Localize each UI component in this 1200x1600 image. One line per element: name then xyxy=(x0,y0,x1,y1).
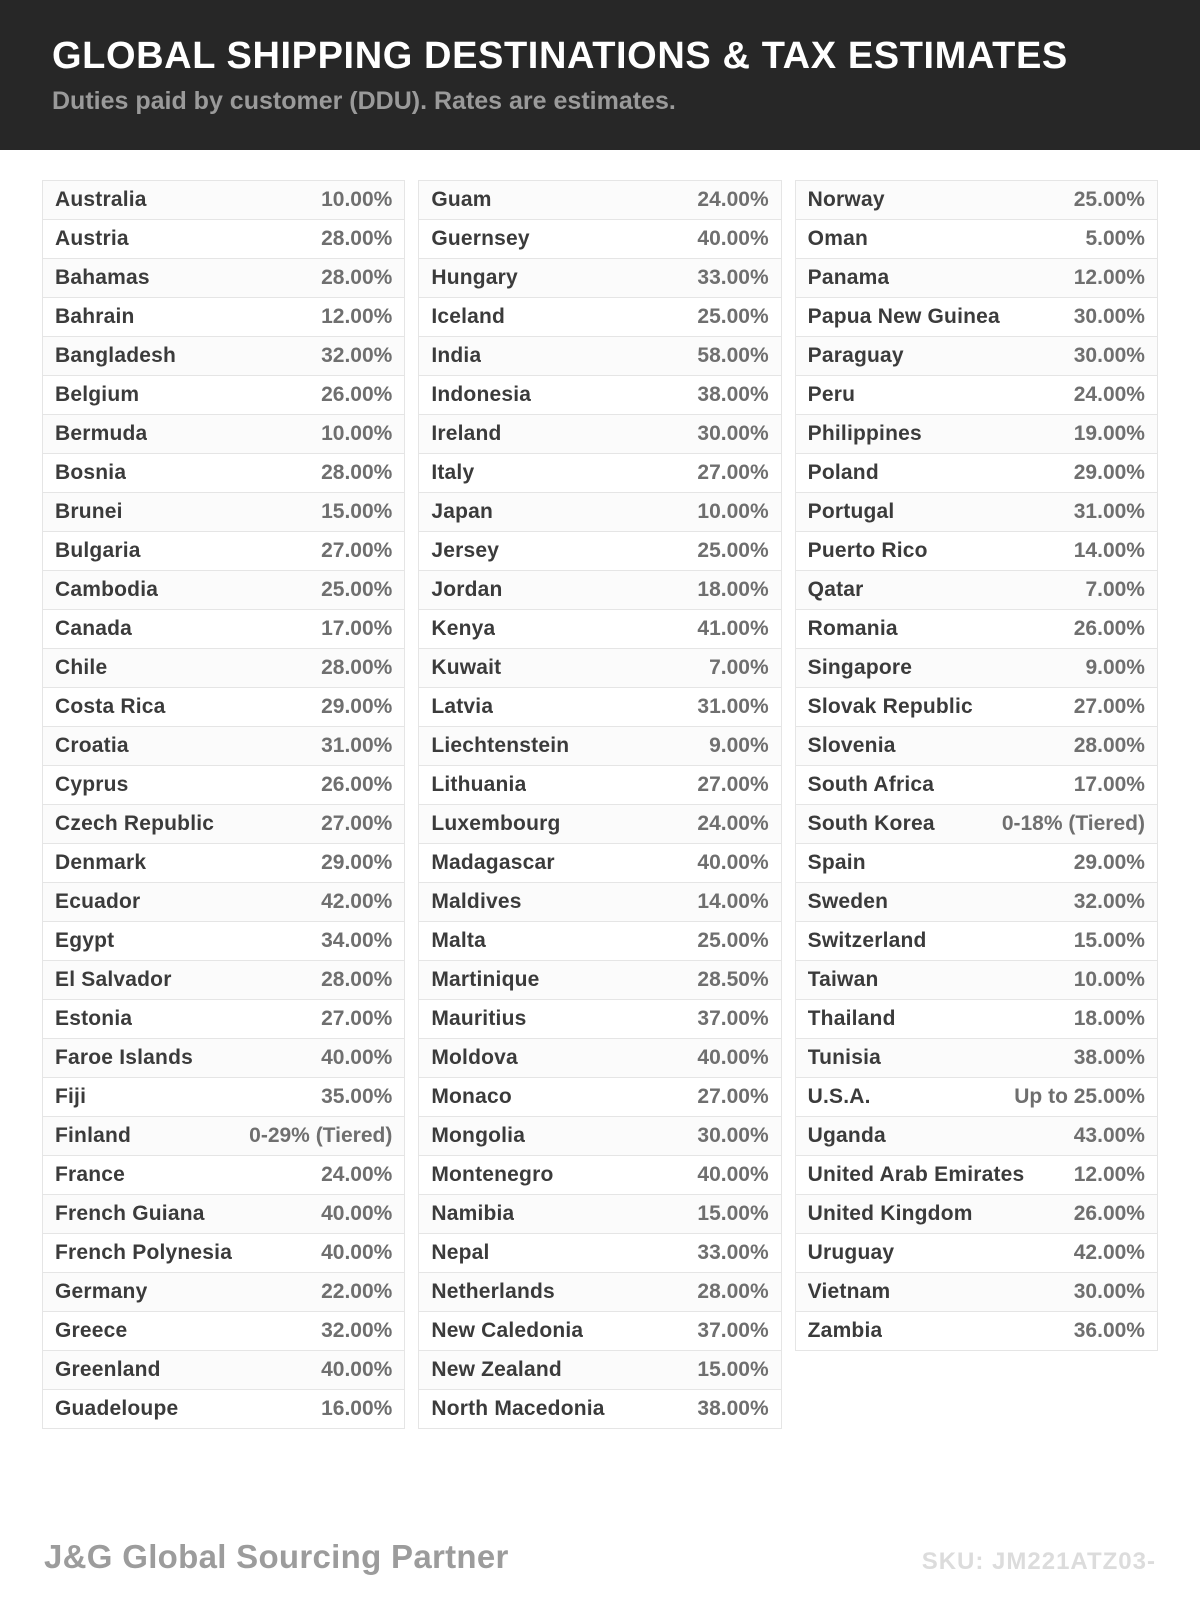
page-footer xyxy=(44,1538,1156,1576)
rate-row xyxy=(795,843,1158,883)
country-name: Lithuania xyxy=(431,773,527,796)
rate-row xyxy=(418,921,781,961)
country-name: Vietnam xyxy=(807,1280,891,1303)
rate-row xyxy=(42,765,405,805)
country-name: Mongolia xyxy=(431,1124,526,1147)
page-header xyxy=(0,0,1200,150)
sku-label: SKU: JM221ATZ03- xyxy=(921,1548,1156,1575)
rate-row xyxy=(795,531,1158,571)
rate-row xyxy=(795,453,1158,493)
country-name: Singapore xyxy=(807,656,913,679)
rate-value: 12.00% xyxy=(321,305,393,328)
rate-row xyxy=(418,1194,781,1234)
country-name: Japan xyxy=(431,500,494,523)
rate-row xyxy=(795,765,1158,805)
rate-value: 32.00% xyxy=(321,344,393,367)
rate-row xyxy=(795,180,1158,220)
rate-value: 58.00% xyxy=(697,344,769,367)
rate-row xyxy=(418,804,781,844)
country-name: Bahrain xyxy=(55,305,135,328)
rate-value: 29.00% xyxy=(1073,461,1145,484)
country-name: Thailand xyxy=(807,1007,896,1030)
rate-row xyxy=(795,492,1158,532)
rate-value: 31.00% xyxy=(697,695,769,718)
rate-value: 28.00% xyxy=(1073,734,1145,757)
rate-value: 37.00% xyxy=(697,1319,769,1342)
rate-row xyxy=(42,1116,405,1156)
rate-row xyxy=(418,1155,781,1195)
rate-value: 25.00% xyxy=(321,578,393,601)
rate-value: 19.00% xyxy=(1073,422,1145,445)
country-name: Hungary xyxy=(431,266,518,289)
rate-value: 32.00% xyxy=(1073,890,1145,913)
rate-row xyxy=(418,882,781,922)
rate-row xyxy=(42,609,405,649)
rate-value: 12.00% xyxy=(1073,266,1145,289)
rate-row xyxy=(418,219,781,259)
country-name: Jordan xyxy=(431,578,503,601)
rate-row xyxy=(42,297,405,337)
rate-row xyxy=(418,843,781,883)
rate-row xyxy=(795,1311,1158,1351)
rate-row xyxy=(42,1233,405,1273)
country-name: Egypt xyxy=(55,929,115,952)
rate-row xyxy=(418,1350,781,1390)
country-name: India xyxy=(431,344,482,367)
rate-value: 10.00% xyxy=(321,422,393,445)
rate-value: 24.00% xyxy=(697,812,769,835)
country-name: Madagascar xyxy=(431,851,555,874)
country-name: Spain xyxy=(807,851,866,874)
country-name: Jersey xyxy=(431,539,500,562)
rate-value: 27.00% xyxy=(697,773,769,796)
rate-row xyxy=(42,453,405,493)
country-name: French Polynesia xyxy=(55,1241,233,1264)
rate-row xyxy=(418,258,781,298)
rate-row xyxy=(795,414,1158,454)
country-name: Slovak Republic xyxy=(807,695,973,718)
rates-table xyxy=(42,180,1158,1429)
rate-row xyxy=(795,1272,1158,1312)
rate-value: 30.00% xyxy=(1073,344,1145,367)
rate-row xyxy=(418,687,781,727)
rate-value: 30.00% xyxy=(697,422,769,445)
country-name: Netherlands xyxy=(431,1280,555,1303)
rate-value: 26.00% xyxy=(1073,1202,1145,1225)
rate-value: 15.00% xyxy=(1073,929,1145,952)
rate-value: 14.00% xyxy=(697,890,769,913)
rate-value: 28.50% xyxy=(697,968,769,991)
rate-value: 29.00% xyxy=(1073,851,1145,874)
rate-row xyxy=(418,1272,781,1312)
country-name: Oman xyxy=(807,227,868,250)
rate-value: 37.00% xyxy=(697,1007,769,1030)
country-name: Malta xyxy=(431,929,487,952)
rate-value: 40.00% xyxy=(321,1241,393,1264)
rate-row xyxy=(795,648,1158,688)
rate-row xyxy=(42,687,405,727)
country-name: Uruguay xyxy=(807,1241,895,1264)
rate-value: 27.00% xyxy=(321,539,393,562)
country-name: Guam xyxy=(431,188,492,211)
rate-row xyxy=(418,375,781,415)
rate-row xyxy=(418,726,781,766)
country-name: Faroe Islands xyxy=(55,1046,193,1069)
rate-value: 38.00% xyxy=(697,383,769,406)
country-name: Liechtenstein xyxy=(431,734,570,757)
country-name: Romania xyxy=(807,617,898,640)
rate-row xyxy=(795,960,1158,1000)
rate-row xyxy=(418,297,781,337)
country-name: Guadeloupe xyxy=(55,1397,179,1420)
country-name: Australia xyxy=(55,188,147,211)
rate-value: 12.00% xyxy=(1073,1163,1145,1186)
rate-row xyxy=(42,999,405,1039)
country-name: Mauritius xyxy=(431,1007,527,1030)
rate-value: 26.00% xyxy=(1073,617,1145,640)
country-name: French Guiana xyxy=(55,1202,205,1225)
rate-value: 0-18% (Tiered) xyxy=(1001,812,1145,835)
country-name: Costa Rica xyxy=(55,695,166,718)
rate-value: 10.00% xyxy=(321,188,393,211)
rate-row xyxy=(42,882,405,922)
country-name: Cambodia xyxy=(55,578,159,601)
rate-value: 27.00% xyxy=(321,812,393,835)
rate-row xyxy=(795,258,1158,298)
rate-value: 28.00% xyxy=(321,656,393,679)
country-name: Philippines xyxy=(807,422,922,445)
rate-value: 28.00% xyxy=(321,227,393,250)
country-name: Ireland xyxy=(431,422,502,445)
rate-row xyxy=(42,219,405,259)
rate-row xyxy=(418,609,781,649)
rate-value: 10.00% xyxy=(697,500,769,523)
country-name: Puerto Rico xyxy=(807,539,928,562)
country-name: Indonesia xyxy=(431,383,532,406)
country-name: Maldives xyxy=(431,890,522,913)
rate-value: 35.00% xyxy=(321,1085,393,1108)
rate-row xyxy=(418,1233,781,1273)
country-name: New Caledonia xyxy=(431,1319,584,1342)
rate-value: 10.00% xyxy=(1073,968,1145,991)
rate-value: 24.00% xyxy=(697,188,769,211)
country-name: Guernsey xyxy=(431,227,530,250)
rate-row xyxy=(418,492,781,532)
rate-value: 29.00% xyxy=(321,851,393,874)
rate-value: 27.00% xyxy=(321,1007,393,1030)
rate-value: 7.00% xyxy=(709,656,769,679)
country-name: Papua New Guinea xyxy=(807,305,1000,328)
rate-row xyxy=(795,1116,1158,1156)
country-name: Ecuador xyxy=(55,890,141,913)
rate-value: 24.00% xyxy=(1073,383,1145,406)
rate-row xyxy=(418,765,781,805)
rate-value: 9.00% xyxy=(709,734,769,757)
country-name: Qatar xyxy=(807,578,864,601)
rate-row xyxy=(418,180,781,220)
country-name: Greece xyxy=(55,1319,128,1342)
rate-value: 7.00% xyxy=(1085,578,1145,601)
country-name: Monaco xyxy=(431,1085,512,1108)
rate-value: 36.00% xyxy=(1073,1319,1145,1342)
rate-value: Up to 25.00% xyxy=(1014,1085,1145,1108)
rate-row xyxy=(42,1077,405,1117)
country-name: Switzerland xyxy=(807,929,927,952)
rate-row xyxy=(795,297,1158,337)
rate-row xyxy=(42,1038,405,1078)
country-name: Cyprus xyxy=(55,773,129,796)
rate-row xyxy=(418,1116,781,1156)
rate-row xyxy=(418,453,781,493)
rate-value: 28.00% xyxy=(321,968,393,991)
country-name: Belgium xyxy=(55,383,140,406)
rate-value: 28.00% xyxy=(697,1280,769,1303)
country-name: France xyxy=(55,1163,126,1186)
rate-row xyxy=(42,960,405,1000)
rate-row xyxy=(42,1350,405,1390)
country-name: Chile xyxy=(55,656,108,679)
rate-row xyxy=(795,999,1158,1039)
page-subtitle: Duties paid by customer (DDU). Rates are estimates. xyxy=(52,86,676,115)
rate-value: 15.00% xyxy=(321,500,393,523)
rate-value: 40.00% xyxy=(697,227,769,250)
rate-row xyxy=(418,1077,781,1117)
rate-row xyxy=(418,336,781,376)
rate-value: 15.00% xyxy=(697,1358,769,1381)
rate-value: 18.00% xyxy=(1073,1007,1145,1030)
rate-value: 17.00% xyxy=(1073,773,1145,796)
country-name: Zambia xyxy=(807,1319,883,1342)
country-name: Kenya xyxy=(431,617,496,640)
country-name: Tunisia xyxy=(807,1046,882,1069)
rate-value: 40.00% xyxy=(321,1358,393,1381)
country-name: Brunei xyxy=(55,500,123,523)
country-name: Croatia xyxy=(55,734,129,757)
rate-value: 30.00% xyxy=(697,1124,769,1147)
rate-value: 30.00% xyxy=(1073,1280,1145,1303)
country-name: United Arab Emirates xyxy=(807,1163,1025,1186)
rate-row xyxy=(795,219,1158,259)
rate-value: 43.00% xyxy=(1073,1124,1145,1147)
rate-value: 17.00% xyxy=(321,617,393,640)
rate-row xyxy=(418,531,781,571)
rate-row xyxy=(418,648,781,688)
country-name: Peru xyxy=(807,383,856,406)
rate-value: 28.00% xyxy=(321,266,393,289)
rate-row xyxy=(42,258,405,298)
country-name: Sweden xyxy=(807,890,889,913)
rate-value: 31.00% xyxy=(321,734,393,757)
country-name: Latvia xyxy=(431,695,494,718)
rate-row xyxy=(795,882,1158,922)
rate-row xyxy=(418,414,781,454)
rate-value: 30.00% xyxy=(1073,305,1145,328)
country-name: Bosnia xyxy=(55,461,127,484)
rate-value: 40.00% xyxy=(697,1046,769,1069)
rate-row xyxy=(418,999,781,1039)
rate-value: 26.00% xyxy=(321,773,393,796)
brand-name: J&G Global Sourcing Partner xyxy=(44,1538,509,1575)
country-name: Taiwan xyxy=(807,968,879,991)
rate-row xyxy=(795,804,1158,844)
rate-row xyxy=(42,531,405,571)
country-name: Finland xyxy=(55,1124,132,1147)
rate-row xyxy=(42,1155,405,1195)
rate-row xyxy=(42,180,405,220)
country-name: Italy xyxy=(431,461,475,484)
country-name: Paraguay xyxy=(807,344,904,367)
rate-row xyxy=(795,921,1158,961)
rate-row xyxy=(42,726,405,766)
rate-row xyxy=(795,1194,1158,1234)
country-name: Canada xyxy=(55,617,133,640)
country-name: Moldova xyxy=(431,1046,518,1069)
country-name: Norway xyxy=(807,188,885,211)
country-name: New Zealand xyxy=(431,1358,562,1381)
rate-row xyxy=(42,921,405,961)
rate-value: 32.00% xyxy=(321,1319,393,1342)
rate-value: 5.00% xyxy=(1085,227,1145,250)
rate-value: 29.00% xyxy=(321,695,393,718)
rate-row xyxy=(42,648,405,688)
rates-column-2 xyxy=(418,180,781,1429)
rate-row xyxy=(42,843,405,883)
country-name: Germany xyxy=(55,1280,148,1303)
rate-value: 25.00% xyxy=(697,539,769,562)
country-name: Bermuda xyxy=(55,422,148,445)
country-name: Bahamas xyxy=(55,266,150,289)
country-name: Portugal xyxy=(807,500,895,523)
country-name: Namibia xyxy=(431,1202,515,1225)
rate-row xyxy=(42,1194,405,1234)
rate-row xyxy=(42,336,405,376)
country-name: South Africa xyxy=(807,773,935,796)
rate-value: 33.00% xyxy=(697,1241,769,1264)
country-name: U.S.A. xyxy=(807,1085,871,1108)
rate-row xyxy=(795,1038,1158,1078)
rate-row xyxy=(42,1389,405,1429)
rate-value: 27.00% xyxy=(697,1085,769,1108)
country-name: Bangladesh xyxy=(55,344,177,367)
rate-value: 14.00% xyxy=(1073,539,1145,562)
country-name: Slovenia xyxy=(807,734,896,757)
rates-column-3 xyxy=(795,180,1158,1429)
country-name: Uganda xyxy=(807,1124,886,1147)
rate-value: 40.00% xyxy=(321,1046,393,1069)
rate-row xyxy=(795,375,1158,415)
rate-value: 42.00% xyxy=(1073,1241,1145,1264)
country-name: Czech Republic xyxy=(55,812,215,835)
rate-row xyxy=(418,1038,781,1078)
rate-value: 40.00% xyxy=(697,1163,769,1186)
rate-row xyxy=(795,1233,1158,1273)
rate-value: 22.00% xyxy=(321,1280,393,1303)
rate-value: 18.00% xyxy=(697,578,769,601)
rate-value: 40.00% xyxy=(321,1202,393,1225)
rate-value: 25.00% xyxy=(697,929,769,952)
rate-value: 42.00% xyxy=(321,890,393,913)
country-name: South Korea xyxy=(807,812,935,835)
country-name: Fiji xyxy=(55,1085,87,1108)
rate-value: 28.00% xyxy=(321,461,393,484)
rate-value: 16.00% xyxy=(321,1397,393,1420)
country-name: United Kingdom xyxy=(807,1202,973,1225)
rate-value: 0-29% (Tiered) xyxy=(249,1124,393,1147)
rate-value: 33.00% xyxy=(697,266,769,289)
country-name: El Salvador xyxy=(55,968,172,991)
country-name: Kuwait xyxy=(431,656,502,679)
country-name: Greenland xyxy=(55,1358,161,1381)
rate-value: 34.00% xyxy=(321,929,393,952)
rate-value: 26.00% xyxy=(321,383,393,406)
rate-value: 25.00% xyxy=(697,305,769,328)
rate-row xyxy=(42,1311,405,1351)
country-name: North Macedonia xyxy=(431,1397,605,1420)
rate-row xyxy=(42,375,405,415)
country-name: Iceland xyxy=(431,305,506,328)
rate-row xyxy=(795,1077,1158,1117)
rate-value: 15.00% xyxy=(697,1202,769,1225)
rate-row xyxy=(418,1311,781,1351)
rate-row xyxy=(795,726,1158,766)
rate-row xyxy=(42,804,405,844)
rate-value: 9.00% xyxy=(1085,656,1145,679)
rate-row xyxy=(795,336,1158,376)
country-name: Panama xyxy=(807,266,890,289)
rate-row xyxy=(795,1155,1158,1195)
page-title: GLOBAL SHIPPING DESTINATIONS & TAX ESTIMATES xyxy=(52,34,1068,77)
country-name: Poland xyxy=(807,461,879,484)
country-name: Martinique xyxy=(431,968,540,991)
rate-value: 41.00% xyxy=(697,617,769,640)
rate-value: 40.00% xyxy=(697,851,769,874)
rates-column-1 xyxy=(42,180,405,1429)
country-name: Bulgaria xyxy=(55,539,141,562)
rate-row xyxy=(418,570,781,610)
country-name: Austria xyxy=(55,227,129,250)
rate-value: 31.00% xyxy=(1073,500,1145,523)
country-name: Estonia xyxy=(55,1007,133,1030)
rate-row xyxy=(795,687,1158,727)
rate-value: 38.00% xyxy=(697,1397,769,1420)
rate-row xyxy=(42,414,405,454)
country-name: Luxembourg xyxy=(431,812,561,835)
country-name: Nepal xyxy=(431,1241,490,1264)
country-name: Montenegro xyxy=(431,1163,554,1186)
rate-row xyxy=(42,1272,405,1312)
rate-row xyxy=(418,960,781,1000)
rate-row xyxy=(418,1389,781,1429)
rate-value: 24.00% xyxy=(321,1163,393,1186)
rate-value: 38.00% xyxy=(1073,1046,1145,1069)
rate-value: 27.00% xyxy=(1073,695,1145,718)
rate-row xyxy=(795,609,1158,649)
rate-value: 25.00% xyxy=(1073,188,1145,211)
rate-row xyxy=(42,492,405,532)
country-name: Denmark xyxy=(55,851,147,874)
rate-row xyxy=(795,570,1158,610)
rate-row xyxy=(42,570,405,610)
rate-value: 27.00% xyxy=(697,461,769,484)
